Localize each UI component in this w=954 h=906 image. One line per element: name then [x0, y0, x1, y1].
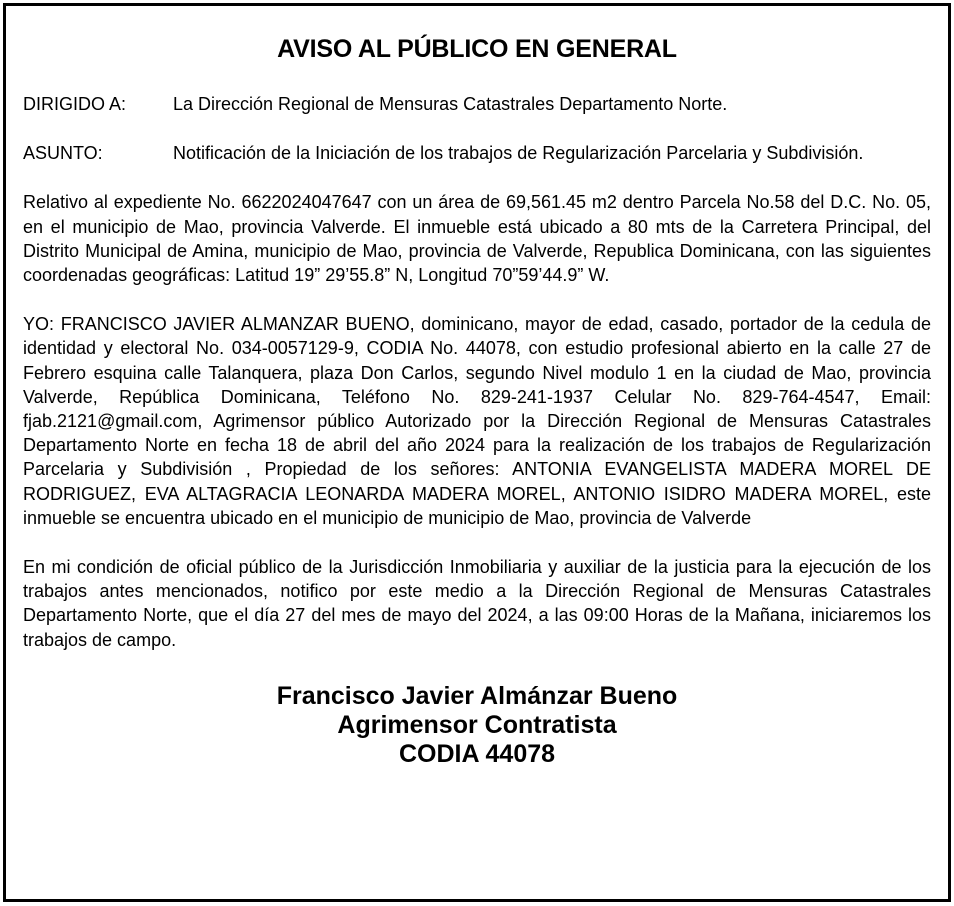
paragraph-notificacion: En mi condición de oficial público de la Jurisdicción Inmobiliaria y auxiliar de la justicia para la ejecución de los trabajos antes mencionados, notifico por este medio a la Dirección Regional de Mensuras Catastrales Departamento Norte, que el día 27 del mes de mayo del 2024, a las 09:00 Horas de la Mañana, iniciaremos los trabajos de campo.	[23, 557, 931, 650]
dirigido-value: La Dirección Regional de Mensuras Catastrales Departamento Norte.	[173, 94, 728, 114]
signature-codia: CODIA 44078	[398, 739, 556, 768]
notice-frame	[3, 3, 951, 902]
asunto-label: ASUNTO:	[23, 143, 103, 164]
notice-title: AVISO AL PÚBLICO EN GENERAL	[277, 35, 677, 63]
asunto-value: Notificación de la Iniciación de los trabajos de Regularización Parcelaria y Subdivisión.	[173, 143, 864, 164]
notice-content	[23, 34, 931, 769]
dirigido-label: DIRIGIDO A:	[23, 94, 127, 114]
signature-block	[23, 682, 931, 769]
signature-title: Agrimensor Contratista	[337, 710, 617, 739]
dirigido-row	[23, 92, 931, 116]
paragraph-expediente: Relativo al expediente No. 6622024047647 con un área de 69,561.45 m2 dentro Parcela No.58 del D.C. No. 05, en el municipio de Mao, provincia Valverde. El inmueble está ubicado a 80 mts de la Carretera Principal, del Distrito Municipal de Amina, municipio de Mao, provincia de Valverde, Republica Dominicana, con las siguientes coordenadas geográficas: Latitud 19” 29’55.8” N, Longitud 70”59’44.9” W.	[23, 192, 931, 286]
asunto-row	[23, 141, 931, 165]
paragraph-declarante: YO: FRANCISCO JAVIER ALMANZAR BUENO, dominicano, mayor de edad, casado, portador de la cedula de identidad y electoral No. 034-0057129-9, CODIA No. 44078, con estudio profesional abierto en la calle 27 de Febrero esquina calle Talanquera, plaza Don Carlos, segundo Nivel modulo 1 en la ciudad de Mao, provincia Valverde, República Dominicana, Teléfono No. 829-241-1937 Celular No. 829-764-4547, Email: fjab.2121@gmail.com, Agrimensor público Autorizado por la Dirección Regional de Mensuras Catastrales Departamento Norte en fecha 18 de abril del año 2024 para la realización de los trabajos de Regularización Parcelaria y Subdivisión , Propiedad de los señores: ANTONIA EVANGELISTA MADERA MOREL DE RODRIGUEZ, EVA ALTAGRACIA LEONARDA MADERA MOREL, ANTONIO ISIDRO MADERA MOREL, este inmueble se encuentra ubicado en el municipio de municipio de Mao, provincia de Valverde	[23, 314, 931, 528]
signature-name: Francisco Javier Almánzar Bueno	[276, 681, 678, 710]
